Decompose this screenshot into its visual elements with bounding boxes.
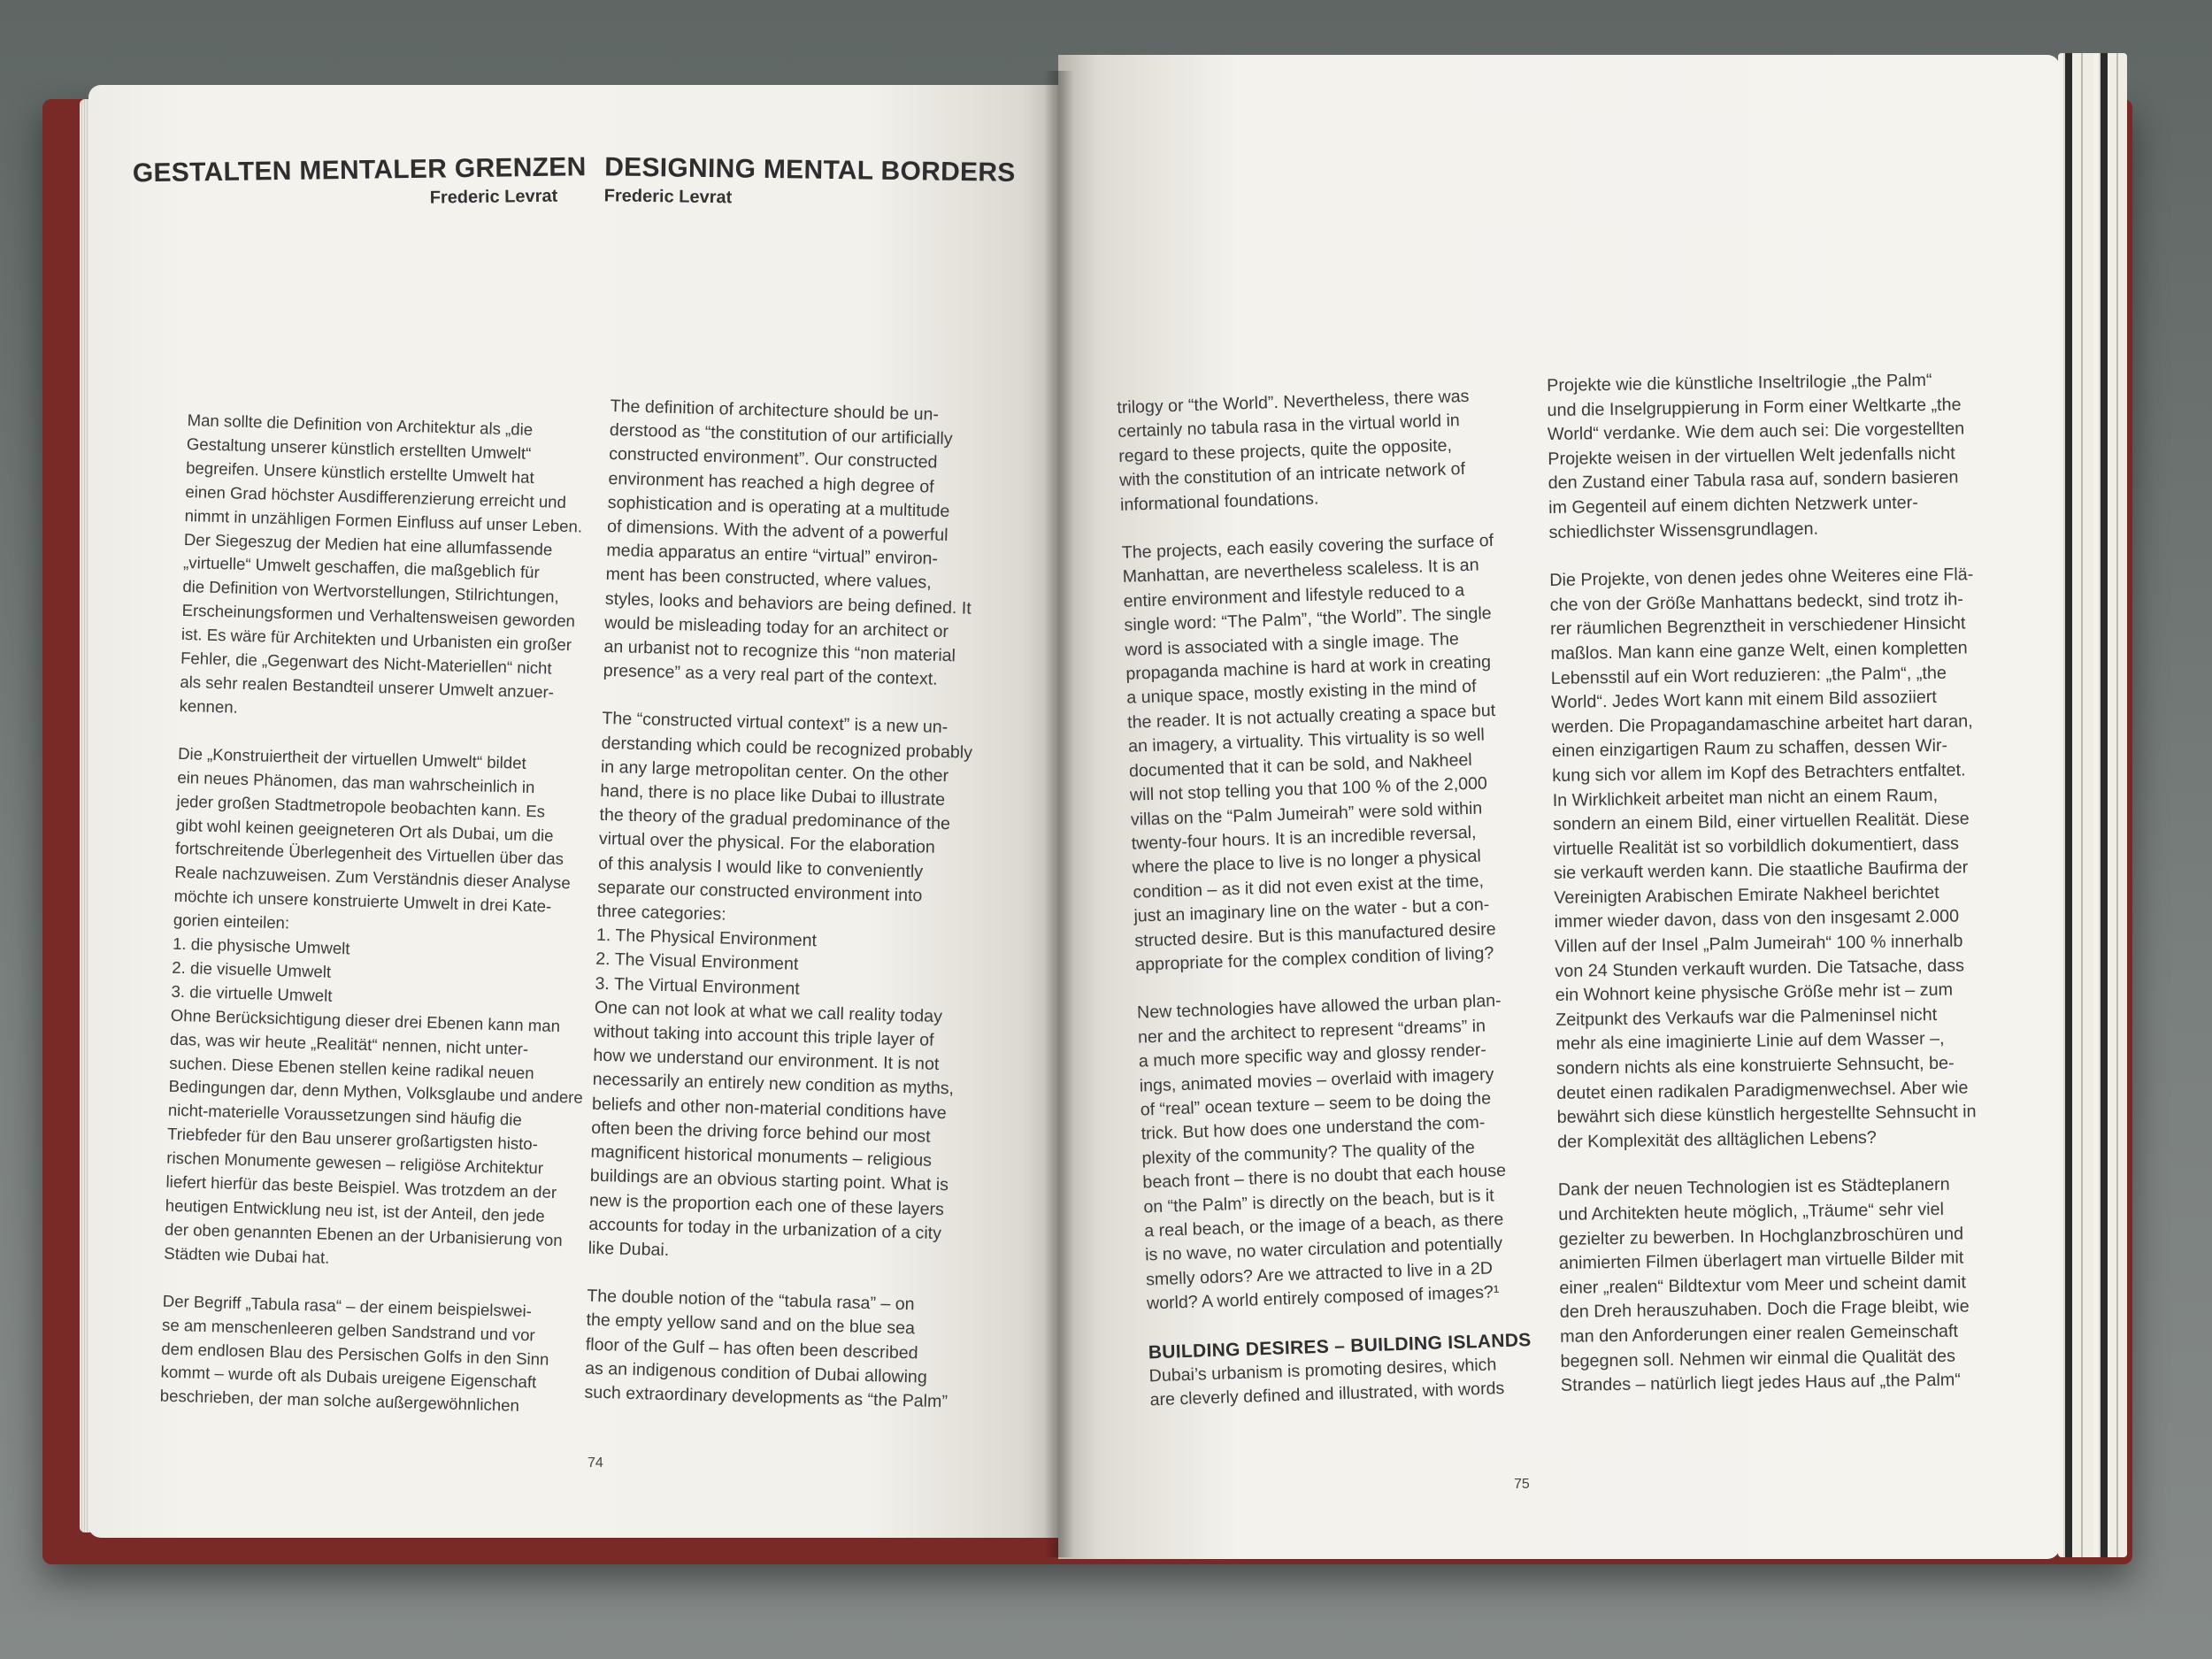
- text-line: a much more specific way and glossy render-: [1138, 1040, 1487, 1071]
- text-line: the empty yellow sand and on the blue sea: [586, 1310, 916, 1339]
- text-line: 2. die visuelle Umwelt: [172, 957, 332, 981]
- text-line: schiedlichster Wissensgrundlagen.: [1548, 518, 1819, 542]
- text-line: presence” as a very real part of the context.: [603, 661, 938, 690]
- text-line: einen Grad höchster Ausdifferenzierung erreicht und: [185, 481, 567, 511]
- text-line: trilogy or “the World”. Nevertheless, there was: [1117, 386, 1470, 418]
- text-line: immer wieder davon, dass von den insgesamt 2.000: [1554, 907, 1960, 933]
- text-line: und die Inselgruppierung in Form einer Weltkarte „the: [1547, 395, 1962, 420]
- text-line: den Zustand einer Tabula rasa auf, sondern basieren: [1548, 467, 1959, 494]
- page-stack-edge: [2058, 53, 2127, 1557]
- text-line: of this analysis I would like to conveniently: [597, 853, 924, 882]
- text-line: Dubai’s urbanism is promoting desires, which: [1148, 1355, 1497, 1386]
- text-line: The projects, each easily covering the surface of: [1121, 531, 1494, 563]
- text-line: structed desire. But is this manufactured desire: [1134, 918, 1496, 951]
- paragraph: [159, 1289, 552, 1419]
- text-line: twenty-four hours. It is an incredible reversal,: [1131, 822, 1477, 854]
- text-line: a real beach, or the image of a beach, as there: [1143, 1210, 1504, 1241]
- text-line: The double notion of the “tabula rasa” – on: [587, 1286, 915, 1315]
- text-line: deutet einen radikalen Paradigmenwechsel. Aber wie: [1556, 1078, 1969, 1103]
- text-line: sondern an einem Bild, einer virtuellen Realität. Diese: [1552, 809, 1970, 835]
- text-line: condition – as it did not even exist at the time,: [1133, 871, 1485, 902]
- text-line: 1. die physische Umwelt: [172, 933, 350, 958]
- title-english: DESIGNING MENTAL BORDERS: [603, 152, 1016, 188]
- text-line: ein neues Phänomen, das man wahrscheinlich in: [177, 767, 535, 796]
- paragraph: [1137, 988, 1537, 1317]
- text-line: styles, looks and behaviors are being defined. It: [604, 588, 972, 618]
- text-line: 2. The Visual Environment: [595, 949, 799, 975]
- text-line: single word: “The Palm”, “the World”. The single: [1124, 603, 1492, 636]
- text-line: how we understand our environment. It is not: [593, 1046, 940, 1075]
- text-line: rischen Monumente gewesen – religiöse Architektur: [166, 1148, 544, 1178]
- text-line: Manhattan, are nevertheless scaleless. It is an: [1122, 555, 1479, 588]
- text-line: gorien einteilen:: [173, 910, 290, 933]
- text-line: rer räumlichen Begrenztheit in verschiedener Hinsicht: [1549, 613, 1966, 640]
- text-line: entire environment and lifestyle reduced to a: [1123, 580, 1465, 611]
- text-line: maßlos. Man kann eine ganze Welt, einen kompletten: [1550, 638, 1968, 664]
- text-line: der Komplexität des alltäglichen Lebens?: [1556, 1127, 1877, 1152]
- text-line: gibt wohl keinen geeigneteren Ort als Dubai, um die: [175, 815, 554, 845]
- text-line: Dank der neuen Technologien ist es Städteplanern: [1557, 1175, 1950, 1201]
- text-line: 1. The Physical Environment: [595, 926, 818, 951]
- text-line: werden. Die Propagandamaschine arbeitet hart daran,: [1551, 711, 1973, 737]
- text-line: hand, there is no place like Dubai to illustrate: [599, 780, 946, 810]
- text-line: virtual over the physical. For the elaboration: [598, 829, 936, 858]
- text-line: das, was wir heute „Realität“ nennen, nicht unter-: [169, 1029, 529, 1058]
- text-line: nicht-materielle Voraussetzungen sind häufig die: [167, 1101, 523, 1130]
- text-line: as an indigenous condition of Dubai allowing: [584, 1358, 928, 1387]
- text-line: dem endlosen Blau des Persischen Golfs in den Sinn: [161, 1339, 549, 1369]
- text-line: World“ verdanke. Wie dem auch sei: Die vorgestellten: [1547, 419, 1965, 445]
- text-line: magnificent historical monuments – religious: [590, 1141, 933, 1171]
- text-line: buildings are an obvious starting point. What is: [589, 1165, 949, 1195]
- text-line: Bedingungen dar, denn Mythen, Volksglaube und andere: [168, 1077, 584, 1108]
- text-line: nimmt in unzähligen Formen Einfluss auf unser Leben.: [184, 505, 583, 536]
- text-line: ner and the architect to represent “dreams” in: [1137, 1016, 1486, 1048]
- text-line: World“. Jedes Wort kann mit einem Bild assoziiert: [1551, 687, 1938, 713]
- text-line: kung sich vor allem im Kopf des Betrachters entfaltet.: [1552, 760, 1966, 786]
- text-line: often been the driving force behind our most: [591, 1118, 931, 1147]
- text-line: heutigen Entwicklung neu ist, ist der Anteil, den jede: [165, 1195, 545, 1225]
- text-line: bewährt sich diese künstlich hergestellte Sehnsucht in: [1556, 1102, 1977, 1128]
- title-german-block: [132, 152, 587, 213]
- text-line: word is associated with a single image. The: [1125, 628, 1460, 660]
- text-line: propaganda machine is hard at work in creating: [1125, 652, 1492, 684]
- author-english: Frederic Levrat: [603, 186, 733, 208]
- text-line: Triebfeder für den Bau unserer großartigsten histo-: [166, 1124, 539, 1154]
- text-line: kennen.: [179, 695, 239, 717]
- text-line: environment has reached a high degree of: [608, 468, 934, 497]
- text-line: regard to these projects, quite the opposite,: [1118, 435, 1453, 466]
- text-line: Vereinigten Arabischen Emirate Nakheel berichtet: [1554, 882, 1939, 908]
- text-line: sophistication and is operating at a multitude: [607, 492, 950, 521]
- text-line: beschrieben, der man solche außergewöhnlichen: [159, 1386, 520, 1416]
- text-line: Der Begriff „Tabula rasa“ – der einem beispielswei-: [162, 1291, 533, 1320]
- text-line: beliefs and other non-material conditions have: [591, 1094, 948, 1123]
- text-line: new is the proportion each one of these layers: [588, 1190, 945, 1219]
- text-line: an imagery, a virtuality. This virtuality is so well: [1127, 725, 1486, 757]
- text-line: New technologies have allowed the urban plan-: [1136, 991, 1502, 1023]
- text-line: appropriate for the complex condition of living?: [1134, 943, 1494, 975]
- paragraph: [1558, 1172, 2003, 1398]
- text-line: will not stop telling you that 100 % of the 2,000: [1129, 773, 1488, 805]
- text-line: media apparatus an entire “virtual” environ-: [606, 541, 939, 569]
- text-line: che von der Größe Manhattans bedeckt, sind trotz ih-: [1549, 589, 1964, 615]
- text-line: necessarily an entirely new condition as myths,: [592, 1070, 955, 1099]
- text-line: informational foundations.: [1119, 488, 1319, 515]
- text-line: mehr als eine imaginierte Linie auf dem Wasser –,: [1555, 1029, 1945, 1055]
- text-line: Reale nachzuweisen. Zum Verständnis dieser Analyse: [174, 863, 572, 893]
- text-line: just an imaginary line on the water - but a con-: [1133, 895, 1490, 926]
- text-line: Die „Konstruiertheit der virtuellen Umwelt“ bildet: [177, 743, 527, 772]
- text-line: trick. But how does one understand the com-: [1141, 1113, 1486, 1144]
- text-line: in any large metropolitan center. On the other: [600, 757, 949, 786]
- text-line: Gestaltung unserer künstlich erstellten Umwelt“: [186, 434, 532, 463]
- text-line: liefert hierfür das beste Beispiel. Was trotzdem an der: [165, 1171, 557, 1202]
- text-line: The definition of architecture should be un-: [610, 396, 940, 425]
- text-line: im Gegenteil auf einem dichten Netzwerk unter-: [1548, 493, 1919, 518]
- text-line: on “the Palm” is directly on the beach, but is it: [1143, 1185, 1494, 1217]
- paragraph: [179, 409, 583, 729]
- paragraph: [1549, 563, 2000, 1155]
- text-line: ings, animated movies – overlaid with imagery: [1139, 1064, 1494, 1096]
- text-line: plexity of the community? The quality of the: [1141, 1137, 1476, 1169]
- text-line: with the constitution of an intricate network of: [1118, 459, 1466, 491]
- book-gutter: [1044, 71, 1074, 1557]
- text-line: jeder großen Stadtmetropole beobachten kann. Es: [176, 791, 546, 821]
- text-line: 3. die virtuelle Umwelt: [171, 981, 333, 1005]
- text-line: sie verkauft werden kann. Die staatliche Baufirma der: [1553, 857, 1969, 884]
- text-line: villas on the “Palm Jumeirah” were sold within: [1130, 798, 1483, 830]
- text-line: of dimensions. With the advent of a powerful: [606, 516, 949, 546]
- text-line: Man sollte die Definition von Architektur als „die: [187, 410, 534, 439]
- paragraph: [1121, 528, 1525, 978]
- text-line: Lebensstil auf ein Wort reduzieren: „the Palm“, „the: [1550, 663, 1947, 688]
- title-german: GESTALTEN MENTALER GRENZEN: [132, 152, 587, 188]
- text-line: are cleverly defined and illustrated, with words: [1149, 1379, 1505, 1410]
- text-line: kommt – wurde oft als Dubais ureigene Eigenschaft: [160, 1363, 537, 1392]
- text-line: begreifen. Unsere künstlich erstellte Umwelt hat: [185, 457, 535, 487]
- text-line: an urbanist not to recognize this “non material: [603, 636, 956, 666]
- page-number-right: 75: [1514, 1477, 1530, 1492]
- text-line: world? A world entirely composed of images?¹: [1146, 1282, 1500, 1314]
- text-line: einen einzigartigen Raum zu schaffen, dessen Wir-: [1551, 736, 1948, 762]
- text-line: without taking into account this triple layer of: [593, 1021, 934, 1050]
- text-line: fortschreitende Überlegenheit des Virtuellen über das: [174, 839, 565, 869]
- right-page-english-column: [1117, 383, 1540, 1437]
- text-line: virtuelle Realität ist so vorbildlich dokumentiert, dass: [1553, 833, 1960, 859]
- text-line: Fehler, die „Gegenwart des Nicht-Materiellen“ nicht: [180, 648, 552, 678]
- section-subheading: BUILDING DESIRES – BUILDING ISLANDS: [1148, 1329, 1532, 1363]
- text-line: Zeitpunkt des Verkaufs war die Palmeninsel nicht: [1555, 1004, 1938, 1030]
- text-line: Der Siegeszug der Medien hat eine allumfassende: [183, 529, 553, 559]
- text-line: animierten Filmen überlagert man virtuelle Bilder mit: [1558, 1248, 1964, 1274]
- text-line: ment has been constructed, where values,: [605, 565, 932, 593]
- text-line: und Architekten heute möglich, „Träume“ sehr viel: [1558, 1199, 1945, 1225]
- text-line: man den Anforderungen einer realen Gemeinschaft: [1560, 1321, 1959, 1347]
- text-line: documented that it can be sold, and Nakheel: [1128, 749, 1472, 781]
- text-line: begegnen soll. Nehmen wir einmal die Qualität des: [1560, 1346, 1956, 1371]
- text-line: In Wirklichkeit arbeitet man nicht an einem Raum,: [1552, 785, 1939, 810]
- text-line: beach front – there is no doubt that each house: [1142, 1161, 1507, 1193]
- text-line: smelly odors? Are we attracted to live in a 2D: [1145, 1258, 1494, 1290]
- text-line: möchte ich unsere konstruierte Umwelt in drei Kate-: [173, 887, 552, 916]
- text-line: the theory of the gradual predominance of the: [599, 805, 951, 834]
- text-line: constructed environment”. Our constructed: [608, 444, 938, 473]
- text-line: 3. The Virtual Environment: [595, 973, 801, 999]
- text-line: accounts for today in the urbanization of a city: [588, 1214, 942, 1243]
- text-line: sondern nichts als eine konstruierte Sehnsucht, be-: [1555, 1053, 1955, 1079]
- text-line: Villen auf der Insel „Palm Jumeirah“ 100 % innerhalb: [1554, 931, 1963, 956]
- paragraph: [588, 707, 991, 1271]
- text-line: „virtuelle“ Umwelt geschaffen, die maßgeblich für: [182, 553, 540, 582]
- text-line: three categories:: [596, 901, 726, 925]
- text-line: ist. Es wäre für Architekten und Urbanisten ein großer: [180, 625, 572, 655]
- text-line: einer „realen“ Bildtextur vom Meer und scheint damit: [1559, 1272, 1967, 1298]
- text-line: Strandes – natürlich liegt jedes Haus auf „the Palm“: [1560, 1370, 1961, 1396]
- text-line: The “constructed virtual context” is a new un-: [602, 709, 949, 738]
- text-line: derstood as “the constitution of our artificially: [609, 420, 953, 449]
- text-line: die Definition von Wertvorstellungen, Stilrichtungen,: [182, 577, 560, 607]
- text-line: such extraordinary developments as “the Palm”: [584, 1382, 949, 1412]
- text-line: Ohne Berücksichtigung dieser drei Ebenen kann man: [170, 1005, 561, 1035]
- page-number-left: 74: [588, 1455, 603, 1471]
- text-line: derstanding which could be recognized probably: [601, 733, 973, 763]
- text-line: den Dreh herauszuhaben. Doch die Frage bleibt, wie: [1559, 1296, 1970, 1323]
- text-line: separate our constructed environment into: [597, 877, 923, 906]
- text-line: would be misleading today for an architect or: [603, 612, 949, 641]
- text-line: Projekte weisen in der virtuellen Welt jedenfalls nicht: [1548, 443, 1955, 469]
- text-line: the reader. It is not actually creating a space but: [1126, 700, 1496, 733]
- text-line: von 24 Stunden verkauft wurden. Die Tatsache, dass: [1555, 956, 1965, 981]
- text-line: Projekte wie die künstliche Inseltrilogie „the Palm“: [1547, 370, 1932, 396]
- text-line: der oben genannten Ebenen an der Urbanisierung von: [164, 1219, 563, 1250]
- paragraph: [603, 395, 999, 694]
- title-english-block: [604, 152, 1065, 212]
- paragraph: [164, 742, 584, 1277]
- text-line: a unique space, mostly existing in the mind of: [1125, 677, 1477, 709]
- text-line: ein Wohnort keine physische Größe mehr ist – zum: [1555, 979, 1954, 1006]
- text-line: One can not look at what we call reality today: [594, 997, 943, 1026]
- text-line: floor of the Gulf – has often been described: [585, 1334, 918, 1363]
- text-line: Die Projekte, von denen jedes ohne Weiteres eine Flä-: [1549, 565, 1974, 591]
- text-line: is no wave, no water circulation and potentially: [1144, 1233, 1503, 1265]
- text-line: Städten wie Dubai hat.: [164, 1243, 330, 1267]
- text-line: where the place to live is no longer a physical: [1132, 846, 1482, 879]
- right-page-german-column: [1547, 368, 2003, 1423]
- text-line: gezielter zu bewerben. In Hochglanzbroschüren und: [1558, 1224, 1964, 1249]
- text-line: of “real” ocean texture – seem to be doing the: [1140, 1088, 1492, 1120]
- paragraph: [584, 1285, 976, 1415]
- text-line: Erscheinungsformen und Verhaltensweisen geworden: [181, 601, 576, 631]
- left-page-english-column: [583, 395, 999, 1439]
- text-line: als sehr realen Bestandteil unserer Umwelt anzuer-: [180, 672, 555, 702]
- paragraph: [1547, 368, 1992, 545]
- text-line: se am menschenleeren gelben Sandstrand und vor: [161, 1315, 535, 1344]
- text-line: certainly no tabula rasa in the virtual world in: [1117, 411, 1461, 442]
- author-german: Frederic Levrat: [429, 186, 558, 208]
- left-page-german-column: [159, 409, 584, 1443]
- paragraph: [1117, 383, 1509, 518]
- text-line: like Dubai.: [588, 1238, 670, 1260]
- text-line: suchen. Diese Ebenen stellen keine radikal neuen: [169, 1053, 534, 1082]
